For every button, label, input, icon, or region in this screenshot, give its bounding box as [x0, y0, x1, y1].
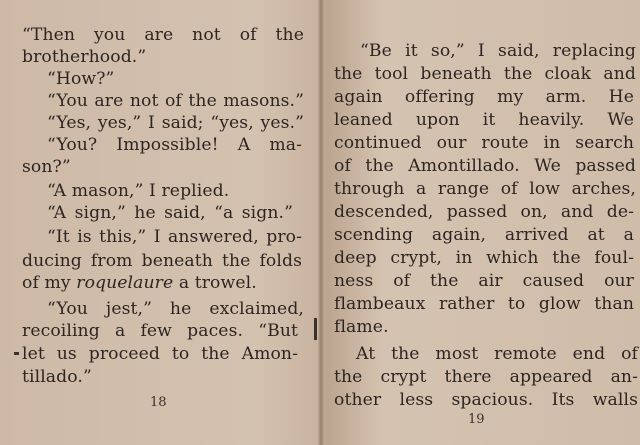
text-line: flambeaux rather to glow than — [334, 294, 634, 314]
left-page — [0, 0, 318, 445]
text-line: scending again, arrived at a — [334, 225, 634, 245]
text-line: recoiling a few paces. “But — [22, 321, 298, 341]
text-line: through a range of low arches, — [334, 179, 636, 199]
text-line: “A sign,” he said, “a sign.” — [47, 203, 293, 223]
text-line: At the most remote end of — [356, 344, 638, 364]
text-line: ness of the air caused our — [334, 271, 634, 291]
text-line: other less spacious. Its walls — [334, 390, 638, 410]
text-line: flame. — [334, 317, 389, 337]
text-line: “You jest,” he exclaimed, — [47, 299, 304, 319]
text-line: of the Amontillado. We passed — [334, 156, 636, 176]
text-fragment: of my — [22, 273, 77, 293]
text-line: “Then you are not of the — [22, 25, 304, 45]
right-page — [324, 0, 640, 445]
page-number: 18 — [150, 395, 167, 410]
text-line: continued our route in search — [334, 133, 634, 153]
text-line: deep crypt, in which the foul- — [334, 248, 634, 268]
text-line: tillado.” — [22, 367, 92, 387]
text-line: “You? Impossible! A ma- — [47, 135, 302, 155]
text-line: brotherhood.” — [22, 47, 147, 67]
page-number: 19 — [468, 412, 485, 427]
text-fragment: a trowel. — [173, 273, 257, 293]
text-line: ducing from beneath the folds — [22, 251, 302, 271]
text-line: “You are not of the masons.” — [47, 91, 304, 111]
italic-word: roquelaure — [76, 273, 174, 293]
text-line: “A mason,” I replied. — [47, 181, 230, 201]
text-line: let us proceed to the Amon- — [22, 344, 298, 364]
text-line: “It is this,” I answered, pro- — [47, 227, 302, 247]
text-line: “Be it so,” I said, replacing — [360, 41, 636, 61]
text-line: leaned upon it heavily. We — [334, 110, 634, 130]
text-line: descended, passed on, and de- — [334, 202, 634, 222]
text-line: son?” — [22, 157, 71, 177]
text-line: again offering my arm. He — [334, 87, 634, 107]
text-line: the tool beneath the cloak and — [334, 64, 636, 84]
text-line-with-italic — [22, 272, 257, 294]
text-line: “Yes, yes,” I said; “yes, yes.” — [47, 113, 304, 133]
text-line: the crypt there appeared an- — [334, 367, 638, 387]
text-line: “How?” — [47, 69, 115, 89]
ink-mark — [14, 352, 19, 355]
ink-mark — [314, 318, 317, 340]
